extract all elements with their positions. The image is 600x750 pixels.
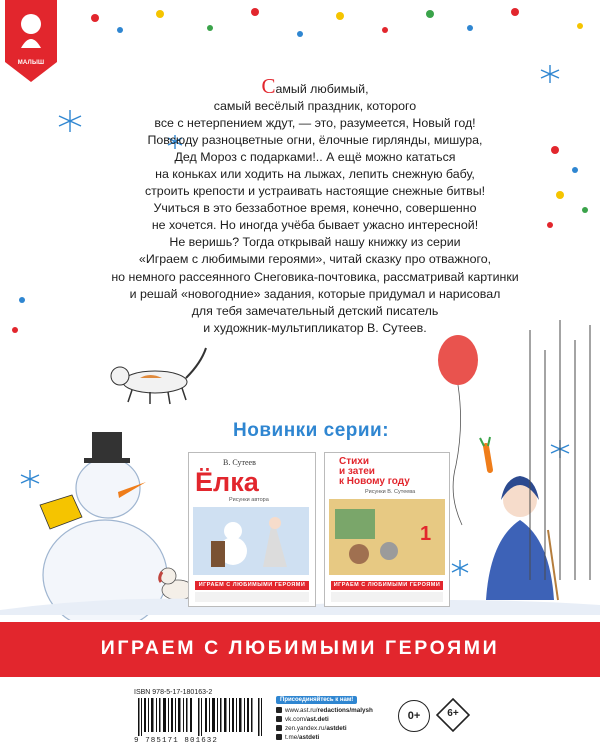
zen-icon xyxy=(276,725,282,731)
intro-line: и художник-мультипликатор В. Сутеев. xyxy=(203,320,427,335)
intro-line: Повсюду разноцветные огни, ёлочные гирлянды, мишура, xyxy=(147,133,483,148)
book-cover-stikhi[interactable] xyxy=(324,452,450,607)
link-zen[interactable]: zen.yandex.ru/astdeti xyxy=(276,724,394,733)
book-title-line: Стихи xyxy=(339,456,369,467)
age-recommendation: 6+ xyxy=(447,708,459,719)
book-series-label: ИГРАЕМ С ЛЮБИМЫМИ ГЕРОЯМИ xyxy=(195,581,309,590)
intro-line: Дед Мороз с подарками!.. А ещё можно кататься xyxy=(174,150,456,165)
intro-line: строить крепости и устраивать настоящие снежные битвы! xyxy=(144,184,486,199)
intro-line: но немного рассеянного Снеговика-почтовика, рассматривай картинки xyxy=(111,269,519,284)
intro-line: «Играем с любимыми героями», читай сказку про отважного, xyxy=(138,252,492,267)
intro-line: все с нетерпением ждут, — это, разумеется, Новый год! xyxy=(154,116,476,131)
child-illustration xyxy=(480,437,558,600)
intro-line: и решай «новогодние» задания, которые придумал и нарисовал xyxy=(129,286,501,301)
book-series-label: ИГРАЕМ С ЛЮБИМЫМИ ГЕРОЯМИ xyxy=(331,581,443,590)
intro-line: Учиться в это беззаботное время, конечно, совершенно xyxy=(153,201,477,216)
drop-cap: С xyxy=(261,74,276,98)
intro-text xyxy=(95,74,535,337)
intro-line: Не веришь? Тогда открывай нашу книжку из серии xyxy=(169,235,461,250)
intro-line: для тебя замечательный детский писатель xyxy=(191,303,439,318)
book-footer-strip xyxy=(331,592,443,602)
barcode xyxy=(138,698,264,736)
intro-line: самый весёлый праздник, которого xyxy=(213,99,417,114)
cat-illustration xyxy=(111,348,206,404)
book-subtitle: Рисунки В. Сутеева xyxy=(365,489,416,495)
link-telegram[interactable]: t.me/astdeti xyxy=(276,733,394,742)
book-author: В. Сутеев xyxy=(223,458,256,467)
link-ast[interactable]: www.ast.ru/redactions/malysh xyxy=(276,706,394,715)
book-cover-elka[interactable] xyxy=(188,452,316,607)
vk-icon xyxy=(276,716,282,722)
age-rating-badge: 0+ xyxy=(398,700,430,732)
telegram-icon xyxy=(276,734,282,740)
book-title: Ёлка xyxy=(195,467,259,497)
isbn: ISBN 978-5-17-180163-2 xyxy=(134,689,213,696)
book-title-line: к Новому году xyxy=(339,476,410,487)
intro-first-line: Самый любимый, xyxy=(261,74,369,98)
link-vk[interactable]: vk.com/ast.deti xyxy=(276,715,394,724)
publisher-name: МАЛЫШ xyxy=(17,60,45,66)
book-subtitle: Рисунки автора xyxy=(229,497,269,503)
book-footer-strip xyxy=(195,592,309,602)
join-label: Присоединяйтесь к нам! xyxy=(276,696,357,704)
series-banner-text: ИГРАЕМ С ЛЮБИМЫМИ ГЕРОЯМИ xyxy=(100,637,500,659)
series-banner xyxy=(0,622,600,677)
intro-line: на коньках или ходить на лыжах, лепить снежную бабу, xyxy=(155,167,475,182)
barcode-digits: 9 785171 801632 xyxy=(134,737,219,745)
globe-icon xyxy=(276,707,282,713)
snowman-illustration xyxy=(40,432,167,620)
social-links xyxy=(276,688,394,742)
intro-line: не хочется. Но иногда учёба бывает ужасно интересной! xyxy=(151,218,479,233)
book-number: 1 xyxy=(420,523,432,545)
book-illustration xyxy=(193,507,309,575)
book-title-line: и затеи xyxy=(339,466,375,477)
series-heading: Новинки серии: xyxy=(233,420,390,441)
